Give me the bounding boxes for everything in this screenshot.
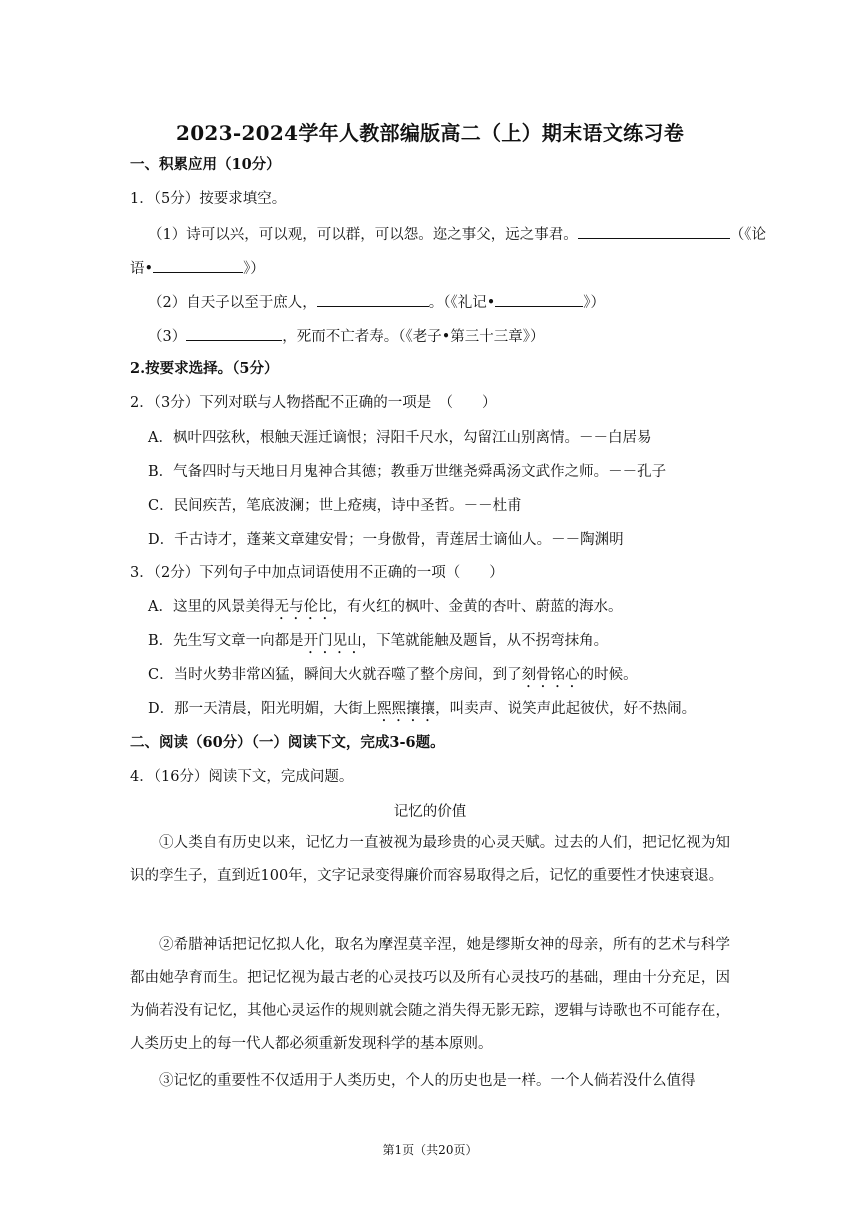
question-2-option-d: D．千古诗才，蓬莱文章建安骨；一身傲骨，青莲居士谪仙人。－－陶渊明 xyxy=(148,532,624,548)
question-3-option-c xyxy=(148,665,748,691)
question-1-item-3 xyxy=(148,326,748,347)
question-3-option-a xyxy=(148,597,748,623)
q1-item1-source-close: 》） xyxy=(243,261,265,277)
question-4-stem: 4．（16分）阅读下文，完成问题。 xyxy=(130,769,354,785)
question-2-option-c: C．民间疾苦，笔底波澜；世上疮痍，诗中圣哲。－－杜甫 xyxy=(148,498,522,514)
question-2-option-b: B．气备四时与天地日月鬼神合其德；教垂万世继尧舜禹汤文武作之师。－－孔子 xyxy=(148,464,667,480)
q1-item1-source-open: （《论 xyxy=(729,227,766,243)
passage-title: 记忆的价值 xyxy=(393,804,467,820)
question-2-stem: 2．（3分）下列对联与人物搭配不正确的一项是 （ ） xyxy=(130,395,497,411)
question-2-option-a: A．枫叶四弦秋，根触天涯迁谪恨；浔阳千尺水，勾留江山别离情。－－白居易 xyxy=(148,430,652,446)
q3-a-rest: ，有火红的枫叶、金黄的杏叶、蔚蓝的海水。 xyxy=(332,599,623,615)
answer-blank[interactable] xyxy=(317,292,429,307)
q1-item2-text: （2）自天子以至于庶人， xyxy=(148,295,317,311)
q3-d-rest: ，叫卖声、说笑声此起彼伏，好不热闹。 xyxy=(435,701,697,717)
question-1-item-1 xyxy=(148,224,766,245)
q1-item2-source: 。（《礼记• xyxy=(428,295,496,311)
answer-blank[interactable] xyxy=(495,292,583,307)
answer-blank[interactable] xyxy=(153,258,243,273)
q1-item3-prefix: （3） xyxy=(148,329,187,345)
q3-c-rest: 的时候。 xyxy=(579,667,638,683)
q3-c-text: C．当时火势非常凶猛，瞬间大火就吞噬了整个房间，到了 xyxy=(148,667,522,683)
q3-d-text: D．那一天清晨，阳光明媚，大街上 xyxy=(148,701,378,717)
passage-paragraph-2: ②希腊神话把记忆拟人化，取名为摩涅莫辛涅，她是缪斯女神的母亲，所有的艺术与科学都由她孕育而生。把记忆视为最古老的心灵技巧以及所有心灵技巧的基础，理由十分充足，因为倘若没有记忆，其他心灵运作的规则就会随之消失得无影无踪，逻辑与诗歌也不可能存在，人类历史上的每一代人都必须重新发现科学的基本原则。 xyxy=(130,937,730,1052)
q1-item1-source: 语• xyxy=(130,261,154,277)
passage-paragraph-3: ③记忆的重要性不仅适用于人类历史，个人的历史也是一样。一个人倘若没什么值得 xyxy=(159,1073,696,1089)
q3-b-rest: ，下笔就能触及题旨，从不拐弯抹角。 xyxy=(361,633,609,649)
question-3-stem: 3．（2分）下列句子中加点词语使用不正确的一项（ ） xyxy=(130,565,504,581)
page-title: 2023-2024学年人教部编版高二（上）期末语文练习卷 xyxy=(175,121,685,145)
answer-blank[interactable] xyxy=(186,326,282,341)
sub-heading-2: 2.按要求选择。（5分） xyxy=(130,360,279,377)
q3-b-text: B．先生写文章一向都是 xyxy=(148,633,304,649)
q1-item1-text: （1）诗可以兴，可以观，可以群，可以怨。迩之事父，远之事君。 xyxy=(148,227,578,243)
q3-a-text: A．这里的风景美得 xyxy=(148,599,275,615)
q3-d-dotted: 熙熙攘攘 xyxy=(377,701,436,717)
page-footer: 第1页（共20页） xyxy=(382,1143,478,1157)
q3-b-dotted: 开门见山 xyxy=(303,633,362,649)
answer-blank[interactable] xyxy=(578,224,730,239)
question-3-option-d xyxy=(148,699,748,725)
question-1-item-1-cont xyxy=(130,258,730,279)
question-3-option-b xyxy=(148,631,748,657)
q1-item3-text: ，死而不亡者寿。（《老子•第三十三章》） xyxy=(282,329,545,345)
section-heading-1: 一、积累应用（10分） xyxy=(130,156,281,173)
q1-item2-source-close: 》） xyxy=(583,295,606,311)
question-1-item-2 xyxy=(148,292,748,313)
section-heading-2: 二、阅读（60分）（一）阅读下文，完成3-6题。 xyxy=(130,734,445,751)
q3-a-dotted: 无与伦比 xyxy=(274,599,333,615)
passage-paragraph-1: ①人类自有历史以来，记忆力一直被视为最珍贵的心灵天赋。过去的人们，把记忆视为知识的孪生子，直到近100年，文字记录变得廉价而容易取得之后，记忆的重要性才快速衰退。 xyxy=(130,835,730,884)
q3-c-dotted: 刻骨铭心 xyxy=(521,667,580,683)
question-1-stem: 1．（5分）按要求填空。 xyxy=(130,191,287,207)
